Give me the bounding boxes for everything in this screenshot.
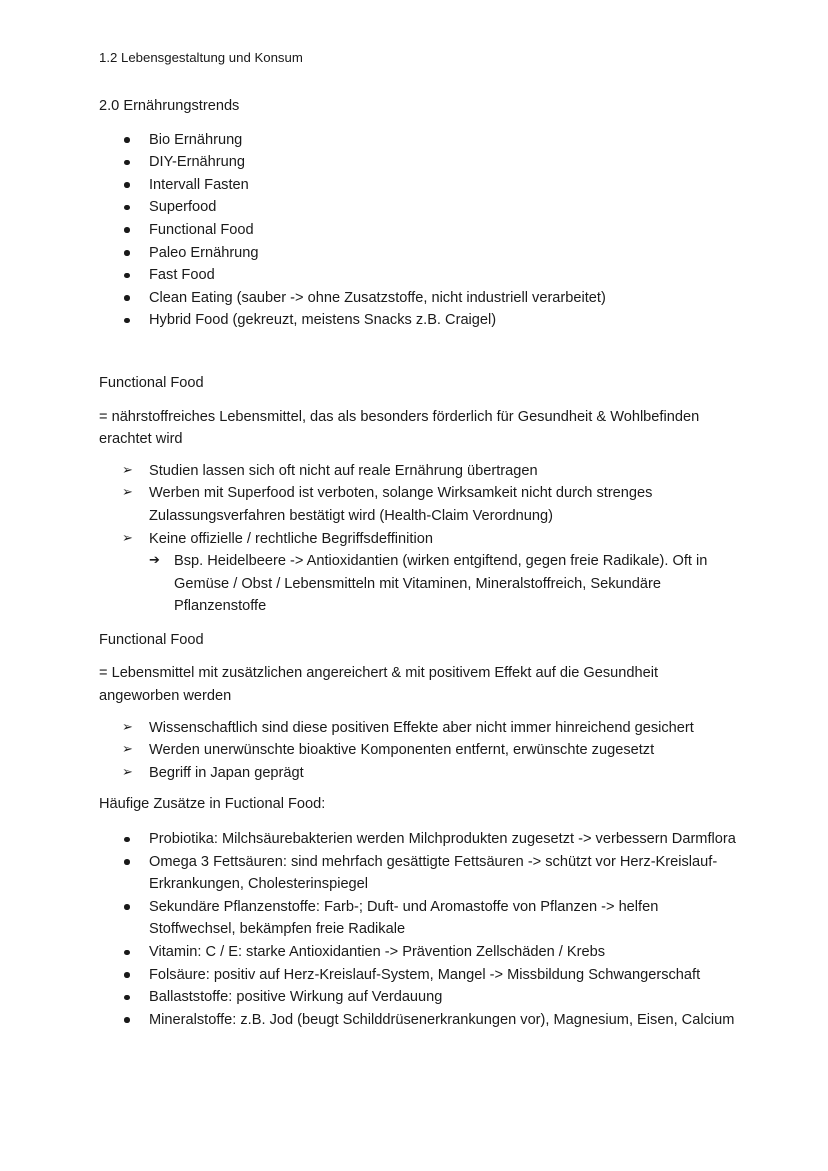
list-item: Ballaststoffe: positive Wirkung auf Verdauung xyxy=(99,986,739,1009)
list-item: DIY-Ernährung xyxy=(99,151,739,174)
list-item: ➢ Keine offizielle / rechtliche Begriffsdeffinition ➔ Bsp. Heidelbeere -> Antioxidantien (wirken entgiftend, gegen freie Radikale). Oft in Gemüse / Obst / Lebensmitteln mit Vitaminen, Mineralstoffreich, Sekundäre Pflanzenstoffe xyxy=(99,528,739,618)
list-item: Functional Food xyxy=(99,219,739,242)
arrow-bullet-icon: ➢ xyxy=(122,764,133,780)
list-item: Paleo Ernährung xyxy=(99,242,739,265)
trends-list xyxy=(99,129,739,332)
list-item: ➢ Werben mit Superfood ist verboten, solange Wirksamkeit nicht durch strenges Zulassungsverfahren bestätigt wird (Health-Claim Verordnung) xyxy=(99,482,739,527)
list-item: Probiotika: Milchsäurebakterien werden Milchprodukten zugesetzt -> verbessern Darmflora xyxy=(99,828,739,851)
list-item: Fast Food xyxy=(99,264,739,287)
list-item: Intervall Fasten xyxy=(99,174,739,197)
block2-title: Functional Food xyxy=(99,631,204,648)
list-item: ➔ Bsp. Heidelbeere -> Antioxidantien (wirken entgiftend, gegen freie Radikale). Oft in Gemüse / Obst / Lebensmitteln mit Vitaminen, Mineralstoffreich, Sekundäre Pflanzenstoffe xyxy=(149,550,739,618)
block2-definition: = Lebensmittel mit zusätzlichen angereichert & mit positivem Effekt auf die Gesundheit angeworben werden xyxy=(99,665,659,705)
bold-arrow-icon: ➔ xyxy=(149,553,160,569)
additives-title: Häufige Zusätze in Fuctional Food: xyxy=(99,796,326,813)
arrow-bullet-icon: ➢ xyxy=(122,530,133,546)
list-item: Folsäure: positiv auf Herz-Kreislauf-System, Mangel -> Missbildung Schwangerschaft xyxy=(99,964,739,987)
section-title: 2.0 Ernährungstrends xyxy=(99,98,240,114)
list-item: Vitamin: C / E: starke Antioxidantien -> Prävention Zellschäden / Krebs xyxy=(99,941,739,964)
list-item: Bio Ernährung xyxy=(99,129,739,152)
arrow-bullet-icon: ➢ xyxy=(122,485,133,501)
list-item: Hybrid Food (gekreuzt, meistens Snacks z.B. Craigel) xyxy=(99,309,739,332)
page-header: 1.2 Lebensgestaltung und Konsum xyxy=(99,50,303,65)
list-item: Superfood xyxy=(99,196,739,219)
list-item: ➢ Studien lassen sich oft nicht auf reale Ernährung übertragen xyxy=(99,460,739,483)
list-item: ➢ Begriff in Japan geprägt xyxy=(99,762,739,785)
list-item: Omega 3 Fettsäuren: sind mehrfach gesättigte Fettsäuren -> schützt vor Herz-Kreislauf-Erkrankungen, Cholesterinspiegel xyxy=(99,851,739,896)
list-item: Clean Eating (sauber -> ohne Zusatzstoffe, nicht industriell verarbeitet) xyxy=(99,287,739,310)
block2-points xyxy=(99,717,739,785)
arrow-bullet-icon: ➢ xyxy=(122,742,133,758)
additives-list xyxy=(99,828,739,1031)
arrow-bullet-icon: ➢ xyxy=(122,462,133,478)
block1-definition: = nährstoffreiches Lebensmittel, das als besonders förderlich für Gesundheit & Wohlbefinden erachtet wird xyxy=(99,408,700,448)
block1-title: Functional Food xyxy=(99,374,204,391)
list-item: Mineralstoffe: z.B. Jod (beugt Schilddrüsenerkrankungen vor), Magnesium, Eisen, Calcium xyxy=(99,1009,739,1032)
block1-subpoints xyxy=(149,550,739,618)
arrow-bullet-icon: ➢ xyxy=(122,719,133,735)
list-item: ➢ Werden unerwünschte bioaktive Komponenten entfernt, erwünschte zugesetzt xyxy=(99,739,739,762)
document-page xyxy=(99,48,739,1031)
block1-points xyxy=(99,460,739,618)
list-item: Sekundäre Pflanzenstoffe: Farb-; Duft- und Aromastoffe von Pflanzen -> helfen Stoffwechsel, bekämpfen freie Radikale xyxy=(99,896,739,941)
list-item: ➢ Wissenschaftlich sind diese positiven Effekte aber nicht immer hinreichend gesichert xyxy=(99,717,739,740)
